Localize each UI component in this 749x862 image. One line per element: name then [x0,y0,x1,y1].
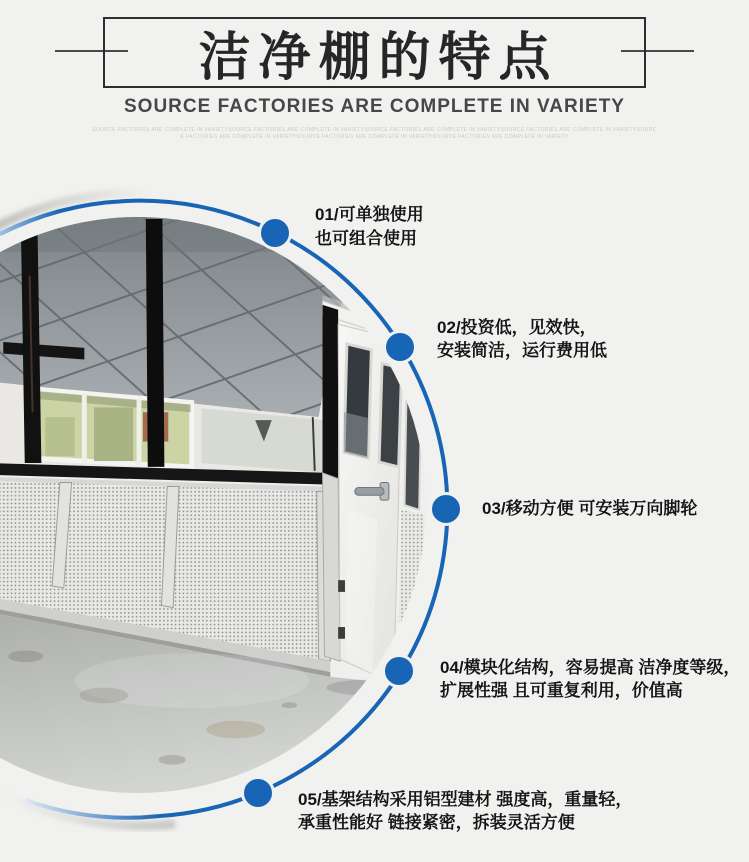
window [33,389,192,467]
side-window [405,398,422,510]
door-hinge [338,627,345,639]
micro-text-line1: SOURCE FACTORIES ARE COMPLETE IN VARIETYSOURCE FACTORIES ARE COMPLETE IN VARIETYSOURCE FACTORIES ARE COMPLETE IN VARIETYSOURCE FACTORIES ARE COMPLETE IN VARIETYSOURC [92,127,657,133]
feature-item-04 [440,656,740,702]
door-hinge [338,580,345,592]
feature-02-line2: 安装简洁，运行费用低 [437,341,607,360]
feature-05-line1: 05/基架结构采用铝型建材 强度高，重量轻， [298,790,633,809]
feature-04-line1: 04/模块化结构，容易提高 洁净度等级， [440,658,741,677]
feature-01-line1: 01/可单独使用 [315,205,424,224]
feature-item-01 [315,203,424,251]
side-mesh [399,510,424,627]
feature-dot-01 [260,218,291,249]
feature-01-line2: 也可组合使用 [315,229,417,248]
clean-booth-photo [0,217,426,793]
arc-shadow-bottom [5,795,175,826]
feature-03-line1: 03/移动方便 可安装万向脚轮 [482,499,698,518]
feature-dot-04 [384,656,415,687]
feature-dot-05 [243,778,274,809]
feature-item-03 [482,497,697,520]
feature-04-line2: 扩展性强 且可重复利用，价值高 [440,681,683,700]
feature-dot-02 [385,332,416,363]
door-window-2 [379,363,401,466]
page-subtitle: SOURCE FACTORIES ARE COMPLETE IN VARIETY [124,96,625,117]
feature-arc-tail [25,800,160,818]
micro-text [0,127,749,141]
page-title: 洁净棚的特点 [198,29,559,87]
door-assembly [323,295,425,695]
feature-item-05 [298,788,632,834]
feature-dot-03 [431,494,462,525]
feature-05-line2: 承重性能好 链接紧密，拆装灵活方便 [298,813,575,832]
title-box [103,17,646,88]
micro-text-line2: E FACTORIES ARE COMPLETE IN VARIETYSOURCE FACTORIES ARE COMPLETE IN VARIETYSOURCE FACTORIES ARE COMPLETE IN VARIETY [180,134,569,140]
corner-post [323,305,339,479]
product-photo [0,217,426,793]
feature-item-02 [437,316,607,362]
feature-02-line1: 02/投资低，见效快， [437,318,597,337]
